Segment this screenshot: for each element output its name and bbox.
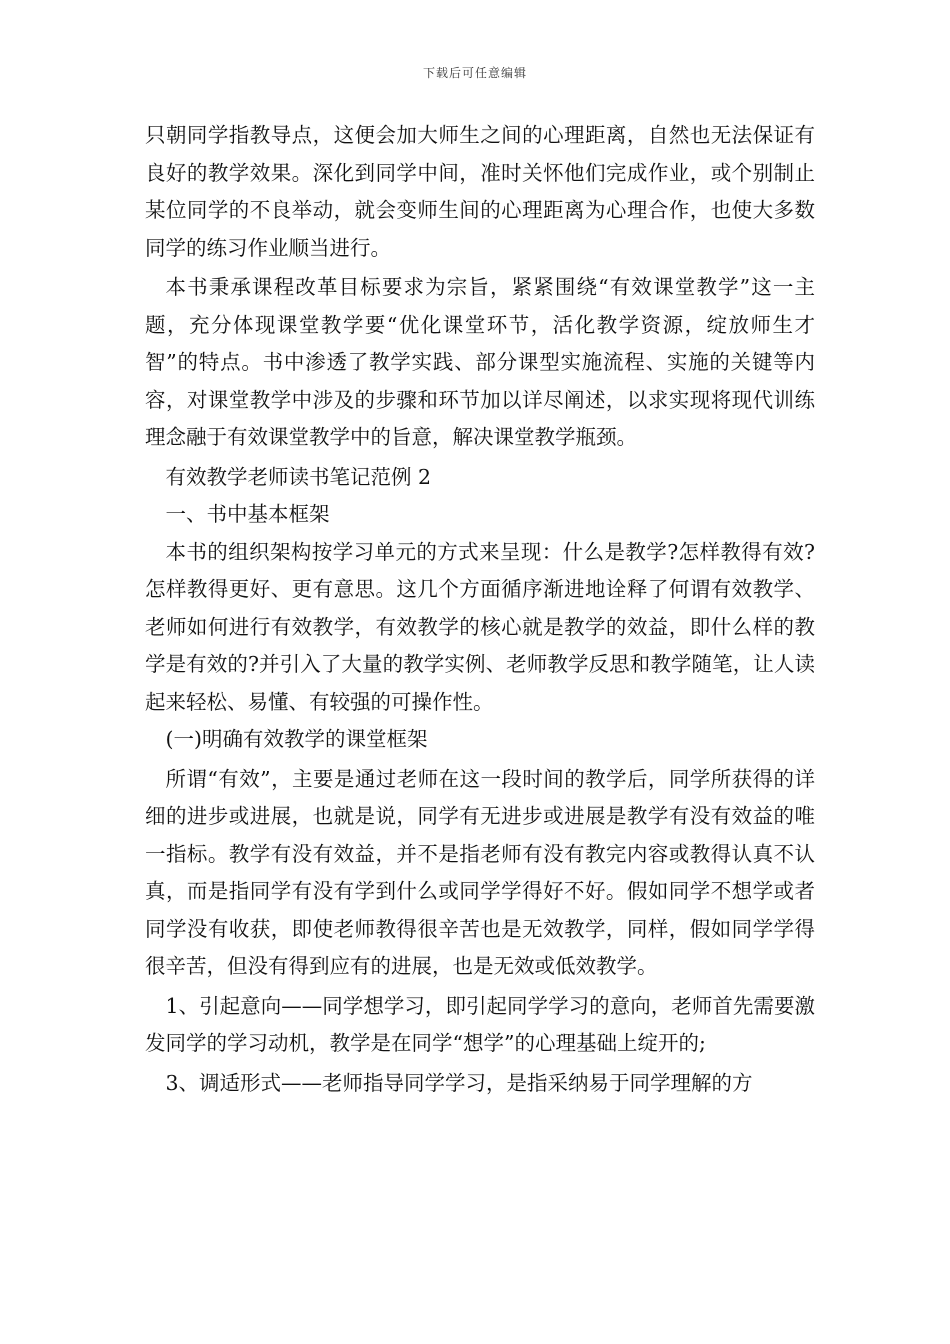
section-heading: 一、书中基本框架 xyxy=(165,502,330,526)
list-item: 1、引起意向——同学想学习，即引起同学学习的意向，老师首先需要激发同学的学习动机，教学是在同学“想学”的心理基础上绽开的; xyxy=(145,993,815,1055)
paragraph: 本书秉承课程改革目标要求为宗旨，紧紧围绕“有效课堂教学”这一主题，充分体现课堂教学要“优化课堂环节，活化教学资源，绽放师生才智”的特点。书中渗透了教学实践、部分课型实施流程、实施的关键等内容，对课堂教学中涉及的步骤和环节加以详尽阐述，以求实现将现代训练理念融于有效课堂教学中的旨意，解决课堂教学瓶颈。 xyxy=(145,275,815,449)
list-item: 3、调适形式——老师指导同学学习，是指采纳易于同学理解的方 xyxy=(165,1070,753,1095)
document-body xyxy=(145,117,815,1102)
paragraph: 只朝同学指教导点，这便会加大师生之间的心理距离，自然也无法保证有良好的教学效果。深化到同学中间，准时关怀他们完成作业，或个别制止某位同学的不良举动，就会变师生间的心理距离为心理合作，也使大多数同学的练习作业顺当进行。 xyxy=(145,123,815,260)
subsection-heading: (一)明确有效教学的课堂框架 xyxy=(165,727,428,751)
section-title: 有效教学老师读书笔记范例 2 xyxy=(165,464,432,489)
paragraph: 所谓“有效”，主要是通过老师在这一段时间的教学后，同学所获得的详细的进步或进展，也就是说，同学有无进步或进展是教学有没有效益的唯一指标。教学有没有效益，并不是指老师有没有教完内容或教得认真不认真，而是指同学有没有学到什么或同学学得好不好。假如同学不想学或者同学没有收获，即使老师教得很辛苦也是无效教学，同样，假如同学学得很辛苦，但没有得到应有的进展，也是无效或低效教学。 xyxy=(145,766,815,978)
paragraph: 本书的组织架构按学习单元的方式来呈现：什么是教学?怎样教得有效?怎样教得更好、更有意思。这几个方面循序渐进地诠释了何谓有效教学、老师如何进行有效教学，有效教学的核心就是教学的效益，即什么样的教学是有效的?并引入了大量的教学实例、老师教学反思和教学随笔，让人读起来轻松、易懂、有较强的可操作性。 xyxy=(145,539,815,714)
page-header: 下载后可任意编辑 xyxy=(422,66,527,80)
